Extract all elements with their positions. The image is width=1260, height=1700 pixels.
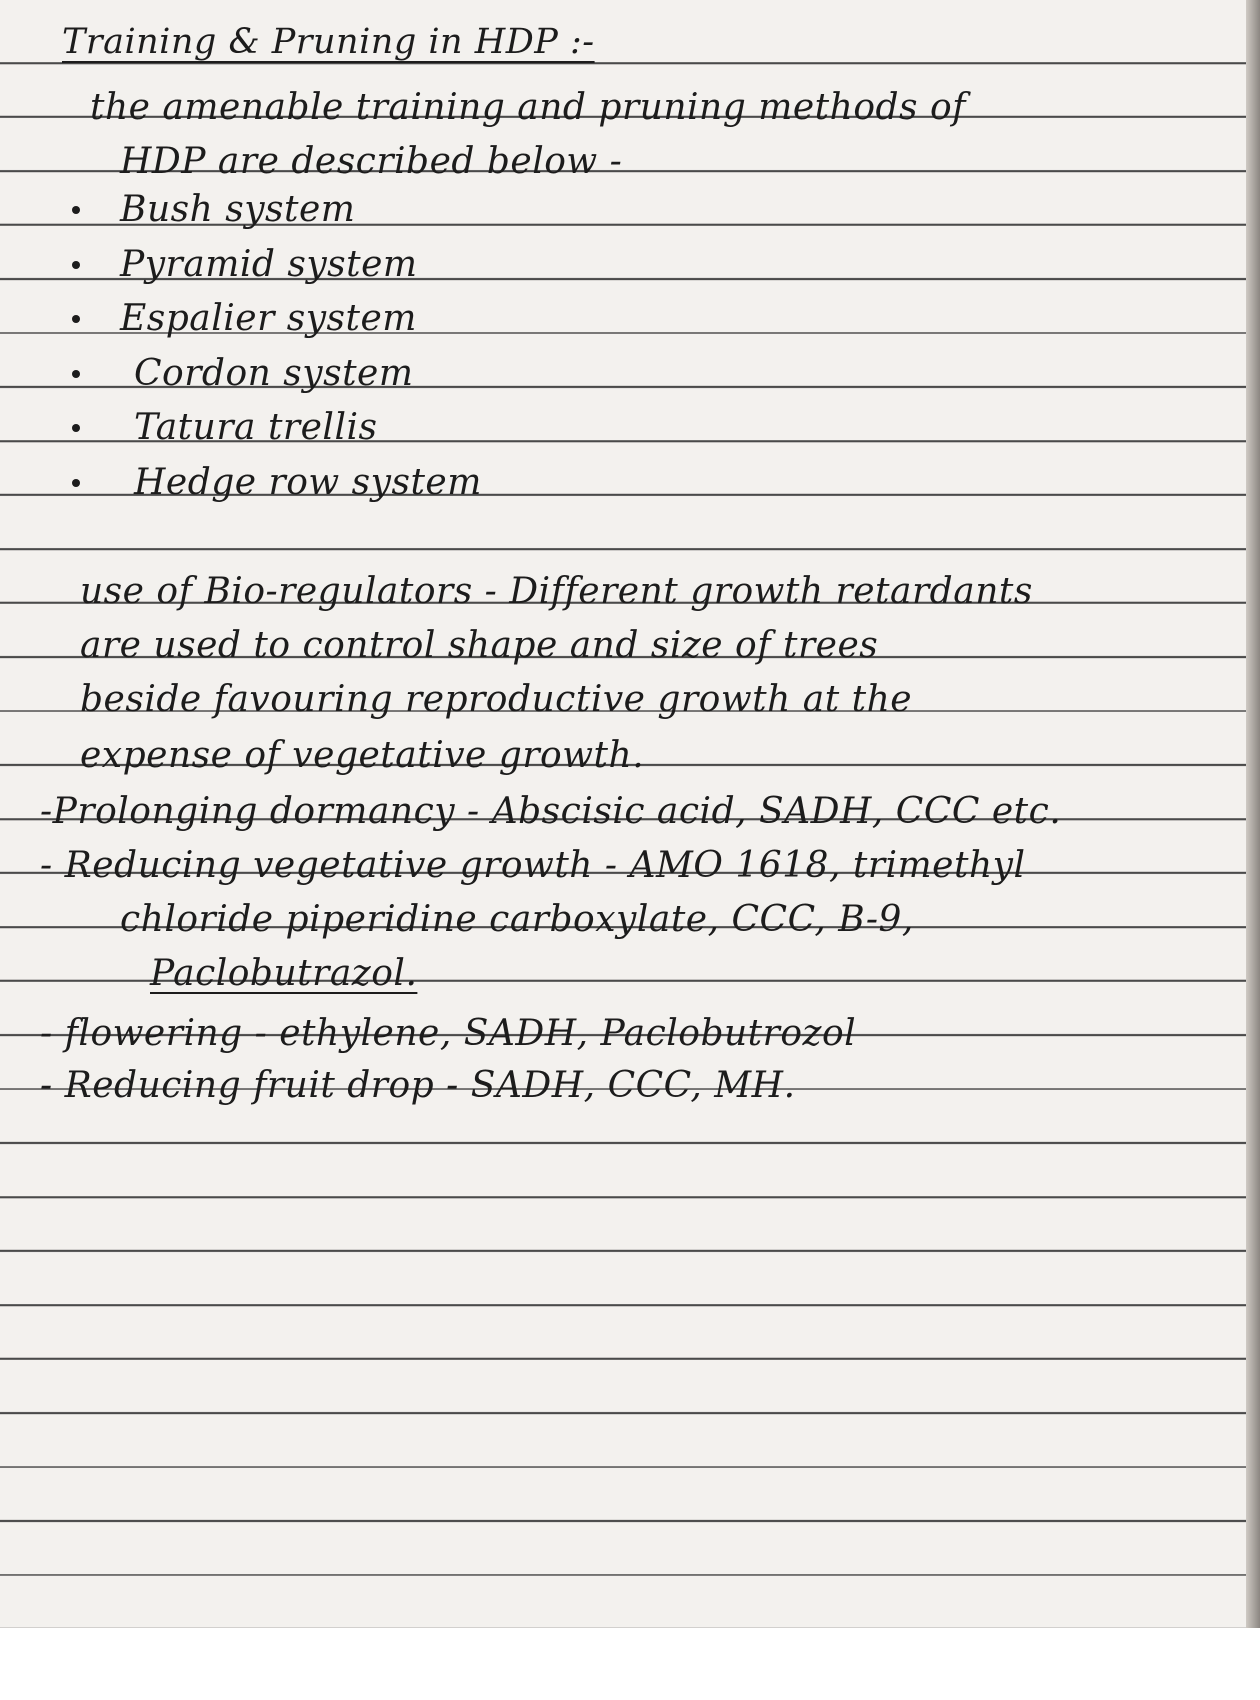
use-prolonging-dormancy: -Prolonging dormancy - Abscisic acid, SADH, CCC etc. <box>40 791 1062 832</box>
use-flowering: - flowering - ethylene, SADH, Paclobutrozol <box>40 1013 857 1054</box>
use-reducing-vegetative-growth: - Reducing vegetative growth - AMO 1618, trimethyl <box>40 845 1026 886</box>
use-reducing-fruit-drop: - Reducing fruit drop - SADH, CCC, MH. <box>40 1065 796 1106</box>
bullet-icon <box>72 261 80 269</box>
list-item-label: Espalier system <box>120 298 417 339</box>
list-item-label: Cordon system <box>134 353 414 394</box>
page-edge-shadow <box>1246 0 1260 1628</box>
bullet-icon <box>72 315 80 323</box>
bioregulators-line: expense of vegetative growth. <box>80 735 645 776</box>
use-reducing-vegetative-growth-cont: chloride piperidine carboxylate, CCC, B-9, <box>120 899 914 940</box>
page-title: Training & Pruning in HDP :- <box>62 22 595 62</box>
intro-line: the amenable training and pruning methods of <box>90 87 966 128</box>
bullet-icon <box>72 206 80 214</box>
page-bottom-margin <box>0 1628 1260 1700</box>
intro-line: HDP are described below - <box>120 141 623 182</box>
bioregulators-heading-line: use of Bio-regulators - Different growth retardants <box>80 571 1033 612</box>
use-reducing-vegetative-growth-cont: Paclobutrazol. <box>150 953 418 994</box>
bullet-icon <box>72 424 80 432</box>
bioregulators-line: are used to control shape and size of trees <box>80 625 879 666</box>
list-item-label: Hedge row system <box>134 462 482 503</box>
list-item-label: Bush system <box>120 189 356 230</box>
list-item-label: Pyramid system <box>120 244 418 285</box>
bullet-icon <box>72 370 80 378</box>
bioregulators-line: beside favouring reproductive growth at the <box>80 679 913 720</box>
bullet-icon <box>72 479 80 487</box>
list-item-label: Tatura trellis <box>134 407 378 448</box>
